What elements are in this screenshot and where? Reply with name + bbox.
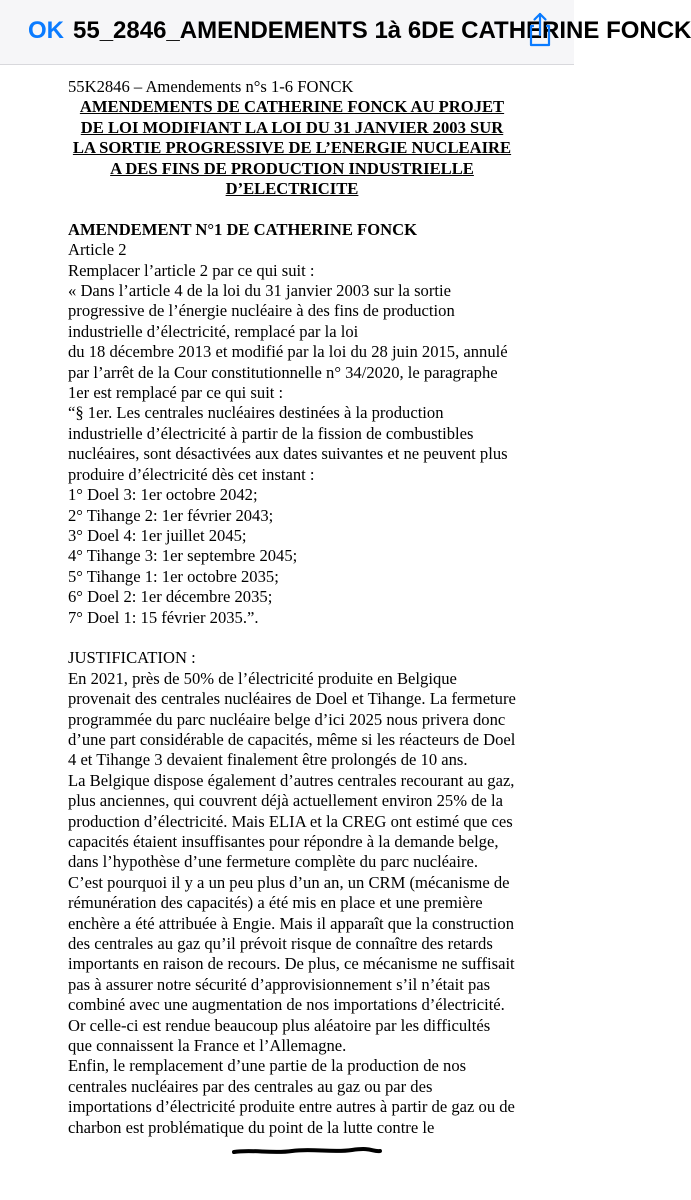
article-label: Article 2 xyxy=(68,240,127,260)
quote-paragraph: « Dans l’article 4 de la loi du 31 janvier 2003 sur la sortie progressive de l’énergie nucléaire à des fins de production industrielle d’électricité, remplacé par la loi xyxy=(68,281,455,341)
quote-paragraph-continued: du 18 décembre 2013 et modifié par la loi du 28 juin 2015, annulé par l’arrêt de la Cour constitutionnelle n° 34/2020, le paragraphe 1er est remplacé par ce qui suit : xyxy=(68,342,508,403)
list-item: 3° Doel 4: 1er juillet 2045; xyxy=(68,525,247,545)
justification-paragraph: C’est pourquoi il y a un peu plus d’un an, un CRM (mécanisme de rémunération des capacités) a été mis en place et une première enchère a été attribuée à Engie. Mais il apparaît que la construction des centrales au gaz qu’il prévoit risque de connaître des retards importants en raison de recours. De plus, ce mécanisme ne suffisait pas à assurer notre sécurité d’approvisionnement s’il n’était pas combiné avec une augmentation de nos importations d’électricité. Or celle-ci est rendue beaucoup plus aléatoire par les difficultés que connaissent la France et l’Allemagne. xyxy=(68,872,515,1056)
document-page xyxy=(0,65,574,1200)
instruction-text: Remplacer l’article 2 par ce qui suit : xyxy=(68,260,315,280)
document-content xyxy=(68,77,516,1138)
share-button[interactable] xyxy=(520,9,560,49)
reference-line: 55K2846 – Amendements n°s 1-6 FONCK xyxy=(68,77,354,96)
amendment-title: AMENDEMENT N°1 DE CATHERINE FONCK xyxy=(68,219,417,239)
main-title: AMENDEMENTS DE CATHERINE FONCK AU PROJET DE LOI MODIFIANT LA LOI DU 31 JANVIER 2003 SUR LA SORTIE PROGRESSIVE DE L’ENERGIE NUCLEAIRE A DES FINS DE PRODUCTION INDUSTRIELLE D’ELECTRICITE xyxy=(72,97,512,199)
list-item: 6° Doel 2: 1er décembre 2035; xyxy=(68,587,273,607)
ok-button[interactable]: OK xyxy=(28,17,64,44)
section-text: “§ 1er. Les centrales nucléaires destinées à la production industrielle d’électricité à partir de la fission de combustibles nucléaires, sont désactivées aux dates suivantes et ne peuvent plus produire d’électricité dès cet instant : xyxy=(68,403,508,484)
list-item: 5° Tihange 1: 1er octobre 2035; xyxy=(68,566,279,586)
list-item: 7° Doel 1: 15 février 2035.”. xyxy=(68,607,259,627)
justification-paragraph: La Belgique dispose également d’autres centrales recourant au gaz, plus anciennes, qui couvrent déjà actuellement environ 25% de la production d’électricité. Mais ELIA et la CREG ont estimé que ces capacités étaient insuffisantes pour répondre à la demande belge, dans l’hypothèse d’une fermeture complète du parc nucléaire. xyxy=(68,770,515,872)
justification-title: JUSTIFICATION : xyxy=(68,648,196,668)
document-title: 55_2846_AMENDEMENTS 1à 6DE CATHERINE FONCK xyxy=(73,17,691,44)
share-icon xyxy=(520,9,560,49)
list-item: 4° Tihange 3: 1er septembre 2045; xyxy=(68,546,298,566)
toolbar xyxy=(0,0,691,65)
handwritten-underline-mark xyxy=(232,1145,382,1159)
list-item: 1° Doel 3: 1er octobre 2042; xyxy=(68,485,258,505)
spacer xyxy=(68,628,516,648)
justification-paragraph: Enfin, le remplacement d’une partie de la production de nos centrales nucléaires par des centrales au gaz ou par des importations d’électricité produite entre autres à partir de gaz ou de charbon est problématique du point de la lutte contre le xyxy=(68,1056,515,1137)
justification-paragraph: En 2021, près de 50% de l’électricité produite en Belgique provenait des centrales nucléaires de Doel et Tihange. La fermeture programmée du parc nucléaire belge d’ici 2025 nous privera donc d’une part considérable de capacités, même si les réacteurs de Doel 4 et Tihange 3 devaient finalement être prolongés de 10 ans. xyxy=(68,668,516,770)
list-item: 2° Tihange 2: 1er février 2043; xyxy=(68,505,274,525)
